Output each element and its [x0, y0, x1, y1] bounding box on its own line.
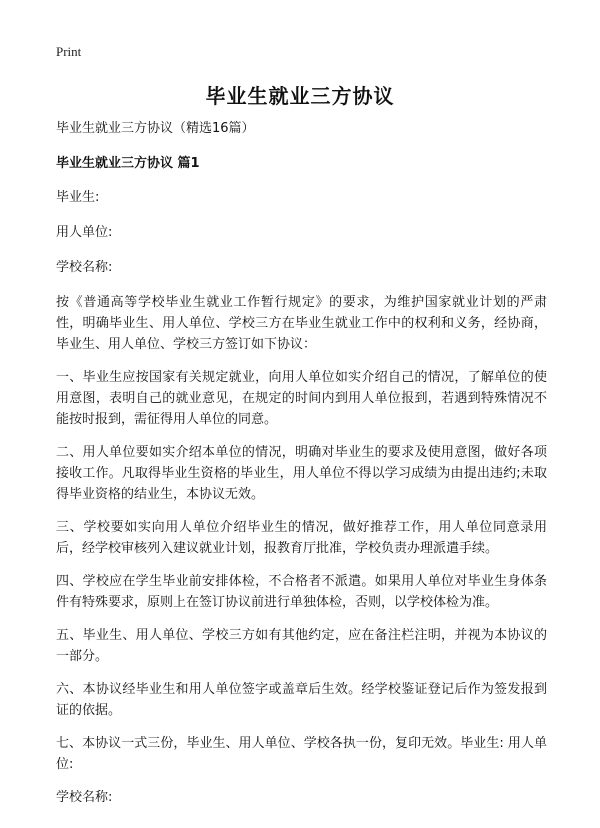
- document-title: 毕业生就业三方协议: [205, 84, 395, 108]
- document-subtitle: 毕业生就业三方协议（精选16篇）: [56, 121, 255, 136]
- intro-paragraph: 按《普通高等学校毕业生就业工作暂行规定》的要求，为维护国家就业计划的严肃性，明确毕业生、用人单位、学校三方在毕业生就业工作中的权利和义务，经协商，毕业生、用人单位、学校三方签订如下协议：: [56, 295, 547, 352]
- closing-school-field: 学校名称:: [56, 790, 113, 805]
- clause-3-paragraph: 三、学校要如实向用人单位介绍毕业生的情况，做好推荐工作，用人单位同意录用后，经学校审核列入建议就业计划，报教育厅批准，学校负责办理派遣手续。: [56, 520, 547, 556]
- clause-5-paragraph: 五、毕业生、用人单位、学校三方如有其他约定，应在备注栏注明，并视为本协议的一部分。: [56, 628, 547, 664]
- graduate-field: 毕业生:: [56, 190, 100, 205]
- clause-1-paragraph: 一、毕业生应按国家有关规定就业，向用人单位如实介绍自己的情况，了解单位的使用意图，表明自己的就业意见，在规定的时间内到用人单位报到，若遇到特殊情况不能按时报到，需征得用人单位的同意。: [56, 370, 547, 427]
- clause-4-paragraph: 四、学校应在学生毕业前安排体检，不合格者不派遣。如果用人单位对毕业生身体条件有特殊要求，原则上在签订协议前进行单独体检，否则，以学校体检为准。: [56, 574, 547, 610]
- section-heading: 毕业生就业三方协议 篇1: [56, 156, 200, 171]
- document-body: [56, 118, 547, 822]
- clause-7-paragraph: 七、本协议一式三份，毕业生、用人单位、学校各执一份，复印无效。毕业生: 用人单位:: [56, 736, 547, 772]
- print-label: Print: [56, 44, 82, 59]
- clause-6-paragraph: 六、本协议经毕业生和用人单位签字或盖章后生效。经学校鉴证登记后作为签发报到证的依据。: [56, 682, 547, 718]
- school-field: 学校名称:: [56, 260, 113, 275]
- clause-2-paragraph: 二、用人单位要如实介绍本单位的情况，明确对毕业生的要求及使用意图，做好各项接收工作。凡取得毕业生资格的毕业生，用人单位不得以学习成绩为由提出违约;未取得毕业资格的结业生，本协议无效。: [56, 445, 547, 502]
- employer-field: 用人单位:: [56, 225, 113, 240]
